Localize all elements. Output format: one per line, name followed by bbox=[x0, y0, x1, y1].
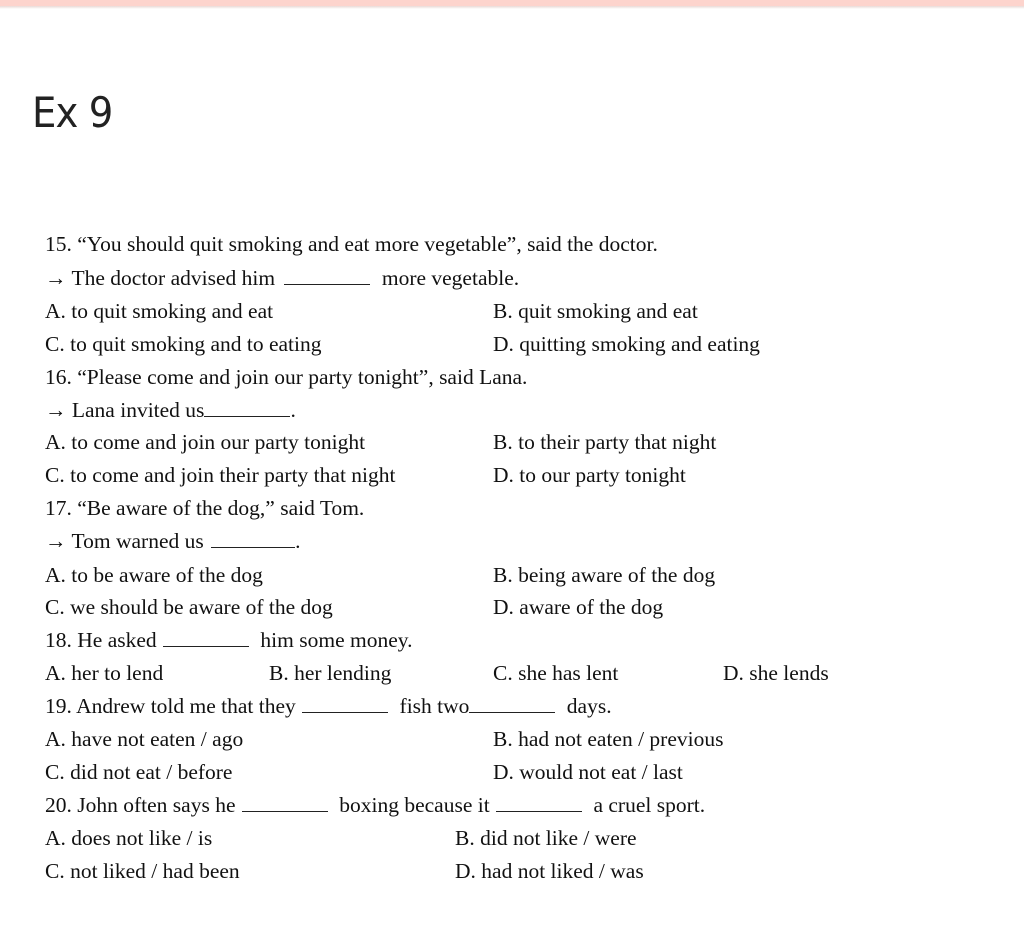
q20-answer-blank-2[interactable] bbox=[496, 793, 582, 812]
q17-stem: 17. “Be aware of the dog,” said Tom. bbox=[45, 496, 365, 520]
q16-option-a[interactable]: A. to come and join our party tonight bbox=[45, 430, 366, 454]
q18-stem-post: him some money. bbox=[260, 628, 413, 652]
q16-answer-blank[interactable] bbox=[204, 398, 290, 417]
q20-answer-blank-1[interactable] bbox=[242, 793, 328, 812]
q16-rewrite-pre: → Lana invited us bbox=[45, 398, 205, 422]
q17-option-b[interactable]: B. being aware of the dog bbox=[493, 563, 716, 587]
q15-option-a[interactable]: A. to quit smoking and eat bbox=[45, 299, 274, 323]
q18-option-b[interactable]: B. her lending bbox=[269, 661, 392, 685]
q17-option-a[interactable]: A. to be aware of the dog bbox=[45, 563, 263, 587]
q19-stem-pre: 19. Andrew told me that they bbox=[45, 694, 296, 718]
q15-rewrite-pre: → The doctor advised him bbox=[45, 266, 276, 290]
q20-stem bbox=[45, 791, 705, 819]
q17-answer-blank[interactable] bbox=[211, 529, 295, 548]
q20-stem-post: a cruel sport. bbox=[593, 793, 706, 817]
q17-option-c[interactable]: C. we should be aware of the dog bbox=[45, 595, 333, 619]
q17-rewrite-post: . bbox=[295, 529, 301, 553]
q17-rewrite-pre: → Tom warned us bbox=[45, 529, 204, 553]
q15-option-d[interactable]: D. quitting smoking and eating bbox=[493, 332, 760, 356]
q16-stem: 16. “Please come and join our party tonight”, said Lana. bbox=[45, 365, 528, 389]
q18-answer-blank[interactable] bbox=[163, 628, 249, 647]
q15-rewrite-post: more vegetable. bbox=[381, 266, 520, 290]
q19-option-d[interactable]: D. would not eat / last bbox=[493, 760, 683, 784]
q17-rewrite bbox=[45, 527, 300, 555]
q16-option-c[interactable]: C. to come and join their party that night bbox=[45, 463, 396, 487]
q19-answer-blank-2[interactable] bbox=[469, 694, 555, 713]
q16-option-d[interactable]: D. to our party tonight bbox=[493, 463, 686, 487]
top-bar-shadow bbox=[0, 6, 1024, 9]
q20-option-c[interactable]: C. not liked / had been bbox=[45, 859, 240, 883]
q18-option-c[interactable]: C. she has lent bbox=[493, 661, 619, 685]
q16-rewrite-post: . bbox=[290, 398, 296, 422]
q15-stem: 15. “You should quit smoking and eat more vegetable”, said the doctor. bbox=[45, 232, 658, 256]
q19-stem-mid: fish two bbox=[399, 694, 470, 718]
q17-option-d[interactable]: D. aware of the dog bbox=[493, 595, 664, 619]
q20-stem-mid: boxing because it bbox=[339, 793, 490, 817]
q19-option-a[interactable]: A. have not eaten / ago bbox=[45, 727, 244, 751]
q18-option-d[interactable]: D. she lends bbox=[723, 661, 829, 685]
q20-stem-pre: 20. John often says he bbox=[45, 793, 236, 817]
q18-stem bbox=[45, 626, 412, 654]
q19-stem-post: days. bbox=[566, 694, 612, 718]
q20-option-a[interactable]: A. does not like / is bbox=[45, 826, 213, 850]
q19-stem bbox=[45, 692, 612, 720]
q16-rewrite bbox=[45, 396, 296, 424]
q16-option-b[interactable]: B. to their party that night bbox=[493, 430, 717, 454]
q15-answer-blank[interactable] bbox=[284, 266, 370, 285]
q18-option-a[interactable]: A. her to lend bbox=[45, 661, 164, 685]
q20-option-b[interactable]: B. did not like / were bbox=[455, 826, 637, 850]
q18-stem-pre: 18. He asked bbox=[45, 628, 157, 652]
q19-answer-blank-1[interactable] bbox=[302, 694, 388, 713]
q15-option-b[interactable]: B. quit smoking and eat bbox=[493, 299, 698, 323]
q19-option-b[interactable]: B. had not eaten / previous bbox=[493, 727, 724, 751]
q15-rewrite bbox=[45, 264, 519, 292]
q19-option-c[interactable]: C. did not eat / before bbox=[45, 760, 233, 784]
q20-option-d[interactable]: D. had not liked / was bbox=[455, 859, 644, 883]
q15-option-c[interactable]: C. to quit smoking and to eating bbox=[45, 332, 322, 356]
exercise-title: Ex 9 bbox=[32, 88, 113, 137]
